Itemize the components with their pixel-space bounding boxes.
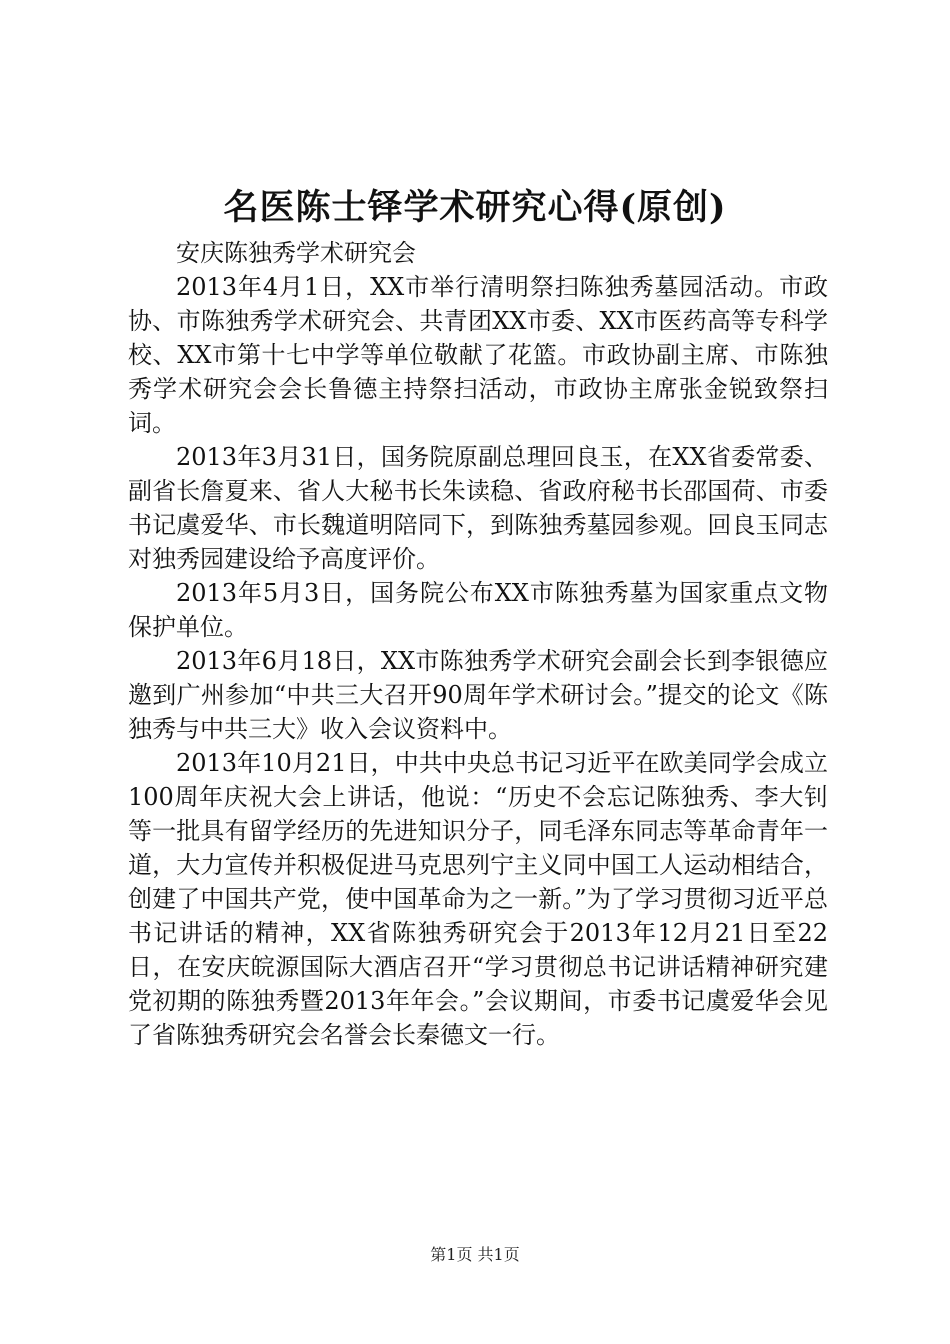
paragraph: 2013年5月3日，国务院公布XX市陈独秀墓为国家重点文物保护单位。 — [128, 579, 828, 641]
page-number-footer: 第1页 共1页 — [430, 1245, 520, 1264]
paragraph: 2013年3月31日，国务院原副总理回良玉，在XX省委常委、副省长詹夏来、省人大秘书长朱读稳、省政府秘书长邵国荷、市委书记虞爱华、市长魏道明陪同下，到陈独秀墓园参观。回良玉同志对独秀园建设给予高度评价。 — [128, 443, 828, 573]
paragraph: 2013年6月18日，XX市陈独秀学术研究会副会长到李银德应邀到广州参加“中共三大召开90周年学术研讨会。”提交的论文《陈独秀与中共三大》收入会议资料中。 — [128, 647, 828, 743]
paragraph-author: 安庆陈独秀学术研究会 — [176, 239, 416, 267]
paragraph: 2013年4月1日，XX市举行清明祭扫陈独秀墓园活动。市政协、市陈独秀学术研究会、共青团XX市委、XX市医药高等专科学校、XX市第十七中学等单位敬献了花篮。市政协副主席、市陈独秀学术研究会会长鲁德主持祭扫活动，市政协主席张金锐致祭扫词。 — [128, 273, 828, 437]
document-title: 名医陈士铎学术研究心得(原创) — [223, 187, 727, 228]
paragraph: 2013年10月21日，中共中央总书记习近平在欧美同学会成立100周年庆祝大会上讲话，他说：“历史不会忘记陈独秀、李大钊等一批具有留学经历的先进知识分子，同毛泽东同志等革命青年一道，大力宣传并积极促进马克思列宁主义同中国工人运动相结合，创建了中国共产党，使中国革命为之一新。”为了学习贯彻习近平总书记讲话的精神，XX省陈独秀研究会于2013年12月21日至22日，在安庆皖源国际大酒店召开“学习贯彻总书记讲话精神研究建党初期的陈独秀暨2013年年会。”会议期间，市委书记虞爱华会见了省陈独秀研究会名誉会长秦德文一行。 — [128, 749, 828, 1049]
document-body — [128, 236, 828, 1052]
